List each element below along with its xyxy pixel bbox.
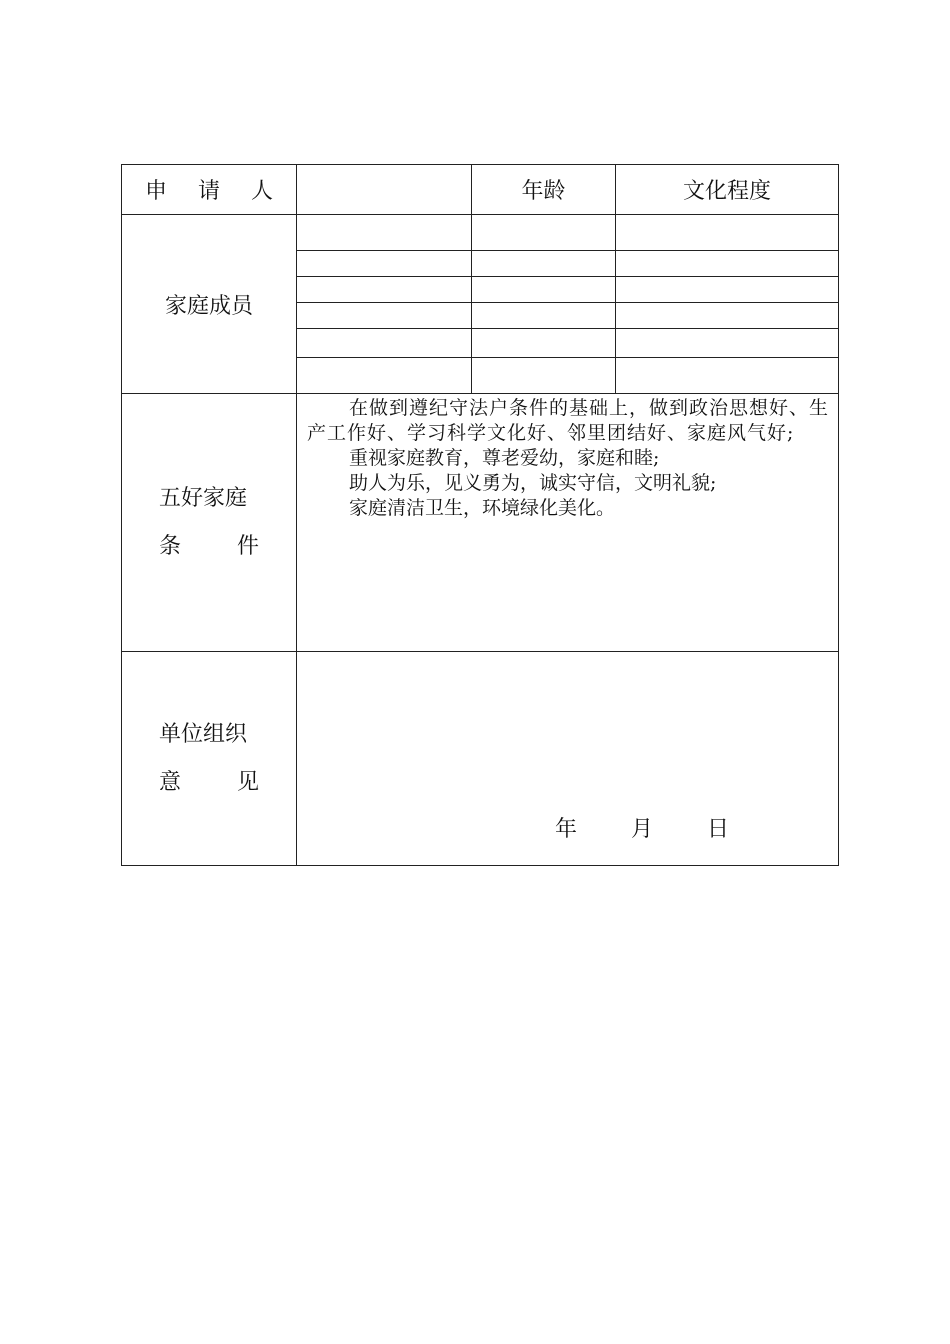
family-member-name-cell[interactable] <box>297 251 472 277</box>
applicant-row <box>122 165 839 215</box>
education-label: 文化程度 <box>616 165 839 215</box>
opinion-label-line2: 意 见 <box>159 769 259 795</box>
conditions-paragraph: 在做到遵纪守法户条件的基础上，做到政治思想好、生产工作好、学习科学文化好、邻里团结好、家庭风气好; <box>307 397 830 444</box>
family-member-name-cell[interactable] <box>297 215 472 251</box>
family-members-label <box>122 215 297 394</box>
family-member-age-cell[interactable] <box>472 251 616 277</box>
conditions-paragraph: 家庭清洁卫生，环境绿化美化。 <box>349 497 616 519</box>
conditions-content <box>297 394 839 652</box>
family-member-age-cell[interactable] <box>472 329 616 358</box>
family-member-age-cell[interactable] <box>472 215 616 251</box>
application-form-table <box>121 164 839 866</box>
family-member-age-cell[interactable] <box>472 277 616 303</box>
date-month-label: 月 <box>631 817 654 842</box>
family-member-name-cell[interactable] <box>297 358 472 394</box>
date-year-label: 年 <box>555 817 578 842</box>
family-member-row <box>122 215 839 251</box>
conditions-row <box>122 394 839 652</box>
family-member-education-cell[interactable] <box>616 303 839 329</box>
conditions-label-line1: 五好家庭 <box>159 485 248 511</box>
family-member-name-cell[interactable] <box>297 329 472 358</box>
family-members-label-text: 家庭成员 <box>164 293 253 319</box>
family-member-education-cell[interactable] <box>616 215 839 251</box>
family-member-education-cell[interactable] <box>616 277 839 303</box>
applicant-label: 申 请 人 <box>122 165 297 215</box>
family-member-education-cell[interactable] <box>616 251 839 277</box>
family-member-age-cell[interactable] <box>472 358 616 394</box>
conditions-label <box>122 394 297 652</box>
family-member-name-cell[interactable] <box>297 277 472 303</box>
date-line <box>555 812 729 843</box>
family-member-age-cell[interactable] <box>472 303 616 329</box>
family-member-education-cell[interactable] <box>616 329 839 358</box>
conditions-label-line2: 条 件 <box>159 533 259 559</box>
opinion-row <box>122 652 839 866</box>
family-member-name-cell[interactable] <box>297 303 472 329</box>
opinion-label-line1: 单位组织 <box>159 721 248 747</box>
conditions-paragraph: 助人为乐，见义勇为，诚实守信，文明礼貌; <box>349 472 717 494</box>
opinion-content-field[interactable] <box>297 652 839 866</box>
conditions-paragraph: 重视家庭教育，尊老爱幼，家庭和睦; <box>349 447 660 469</box>
date-day-label: 日 <box>707 817 730 842</box>
opinion-label <box>122 652 297 866</box>
applicant-name-field[interactable] <box>297 165 472 215</box>
age-label: 年龄 <box>472 165 616 215</box>
family-member-education-cell[interactable] <box>616 358 839 394</box>
